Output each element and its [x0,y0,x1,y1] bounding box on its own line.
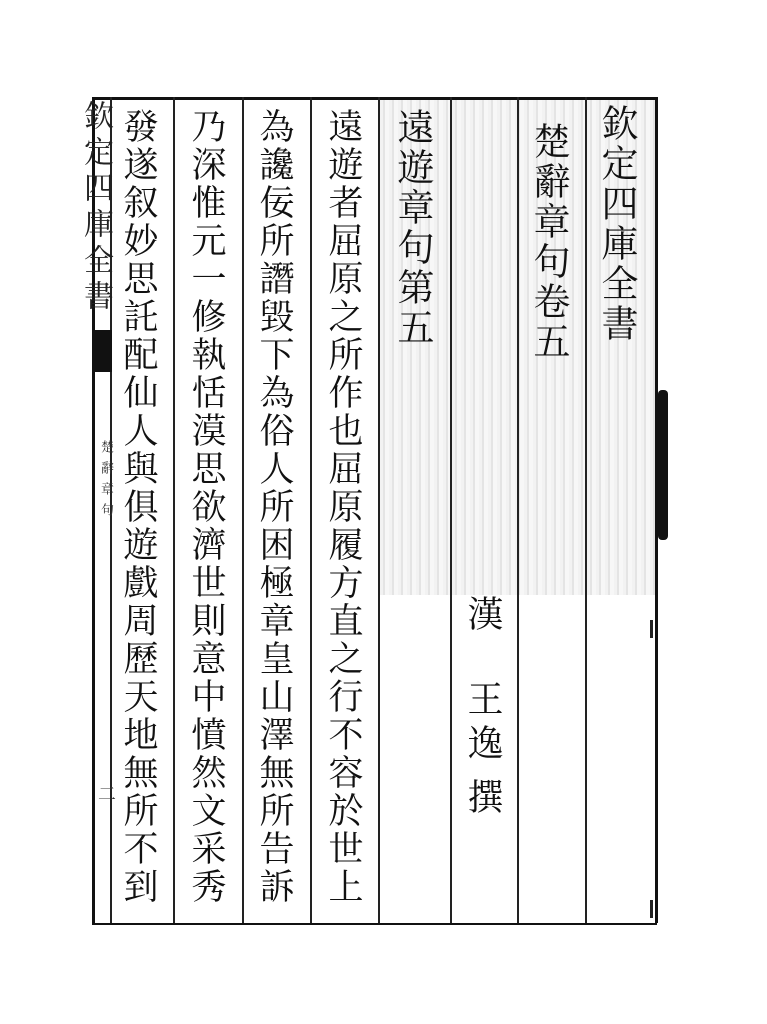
chapter-title: 遠遊章句第五 [391,108,434,348]
book-title: 楚辭章句卷五 [527,122,570,362]
column-rule [517,97,519,923]
column-rule [585,97,587,923]
author-role: 撰 [462,778,503,817]
edge-tick [650,620,653,638]
text-column-1: 遠遊者屈原之所作也屈原履方直之行不容於世上 [323,108,363,906]
text-column-4: 發遂叙妙思託配仙人與俱遊戲周歷天地無所不到 [118,108,158,906]
column-rule [450,97,452,923]
column-rule [173,97,175,923]
column-rule [310,97,312,923]
author-dynasty: 漢 [462,595,503,637]
fishtail-mark [92,330,112,372]
column-rule [242,97,244,923]
binding-edge-mark [658,390,668,540]
text-column-2: 為讒佞所譖毀下為俗人所困極章皇山澤無所告訴 [254,108,294,906]
header-title: 欽定四庫全書 [595,104,638,344]
page-frame [92,97,657,925]
text-column-3: 乃深惟元一修執恬漠思欲濟世則意中憤然文采秀 [186,108,226,906]
margin-edge-title: 欽定四庫全書 [78,100,113,316]
margin-book-label: 楚辭章句 [98,440,113,524]
edge-tick [650,900,653,918]
page-number: 二 [98,784,116,805]
column-rule [378,97,380,923]
author-name: 王逸 [462,680,503,768]
